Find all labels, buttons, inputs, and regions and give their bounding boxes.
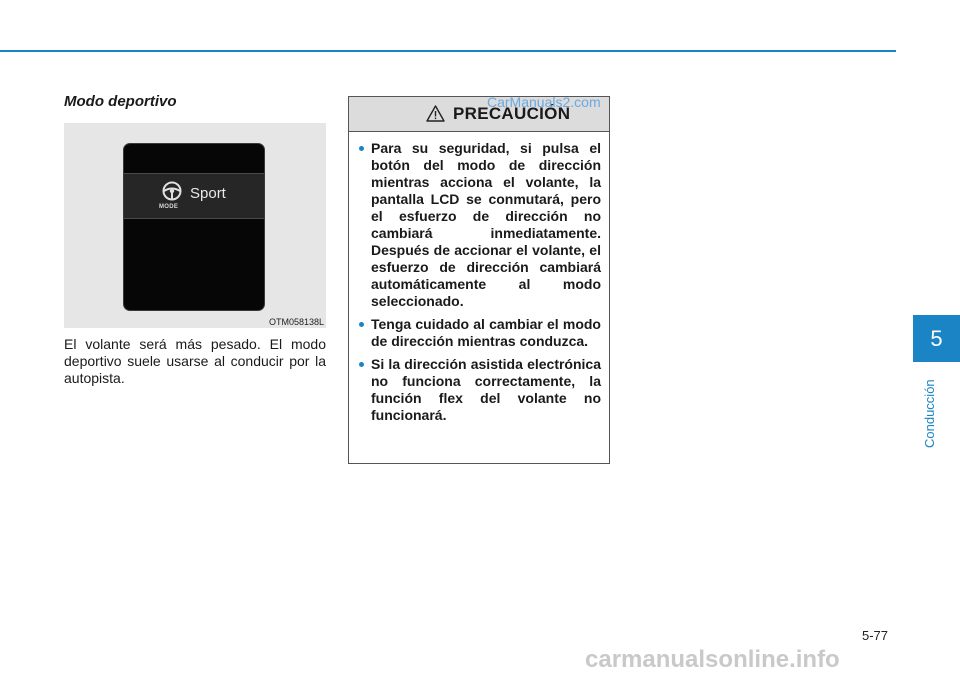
caution-item: Si la dirección asistida electrónica no funciona correctamente, la función flex del volante no funcionará. bbox=[359, 356, 601, 424]
chapter-label-text: Conducción bbox=[922, 379, 937, 448]
figure-code: OTM058138L bbox=[268, 317, 324, 327]
caution-title: PRECAUCIÓN bbox=[453, 104, 571, 123]
lcd-mode-band bbox=[124, 173, 264, 219]
lcd-mode-label: MODE bbox=[159, 204, 179, 210]
caution-box bbox=[348, 96, 610, 464]
chapter-tab: 5 bbox=[913, 315, 960, 362]
caution-item: Para su seguridad, si pulsa el botón del modo de dirección mientras acciona el volante, la pantalla LCD se conmutará, pero el esfuerzo de dirección no cambiará inmediatamente. Después de accionar el volante, el esfuerzo de dirección cambiará automáticamente al modo seleccionado. bbox=[359, 140, 601, 310]
warning-triangle-icon bbox=[426, 105, 445, 122]
steering-wheel-icon bbox=[161, 180, 183, 202]
lcd-display bbox=[123, 143, 265, 311]
caution-header bbox=[349, 94, 609, 132]
footer-watermark: carmanualsonline.info bbox=[585, 646, 840, 673]
figure bbox=[64, 123, 326, 328]
caution-list bbox=[349, 132, 609, 424]
caution-item: Tenga cuidado al cambiar el modo de dirección mientras conduzca. bbox=[359, 316, 601, 350]
page-number: 5-77 bbox=[862, 628, 889, 643]
watermark-top: CarManuals2.com bbox=[487, 94, 601, 110]
top-rule bbox=[0, 50, 896, 52]
chapter-label bbox=[922, 368, 940, 448]
body-text: El volante será más pesado. El modo deportivo suele usarse al conducir por la autopista. bbox=[64, 336, 326, 386]
section-heading: Modo deportivo bbox=[64, 93, 177, 110]
lcd-sport-label: Sport bbox=[190, 185, 226, 202]
